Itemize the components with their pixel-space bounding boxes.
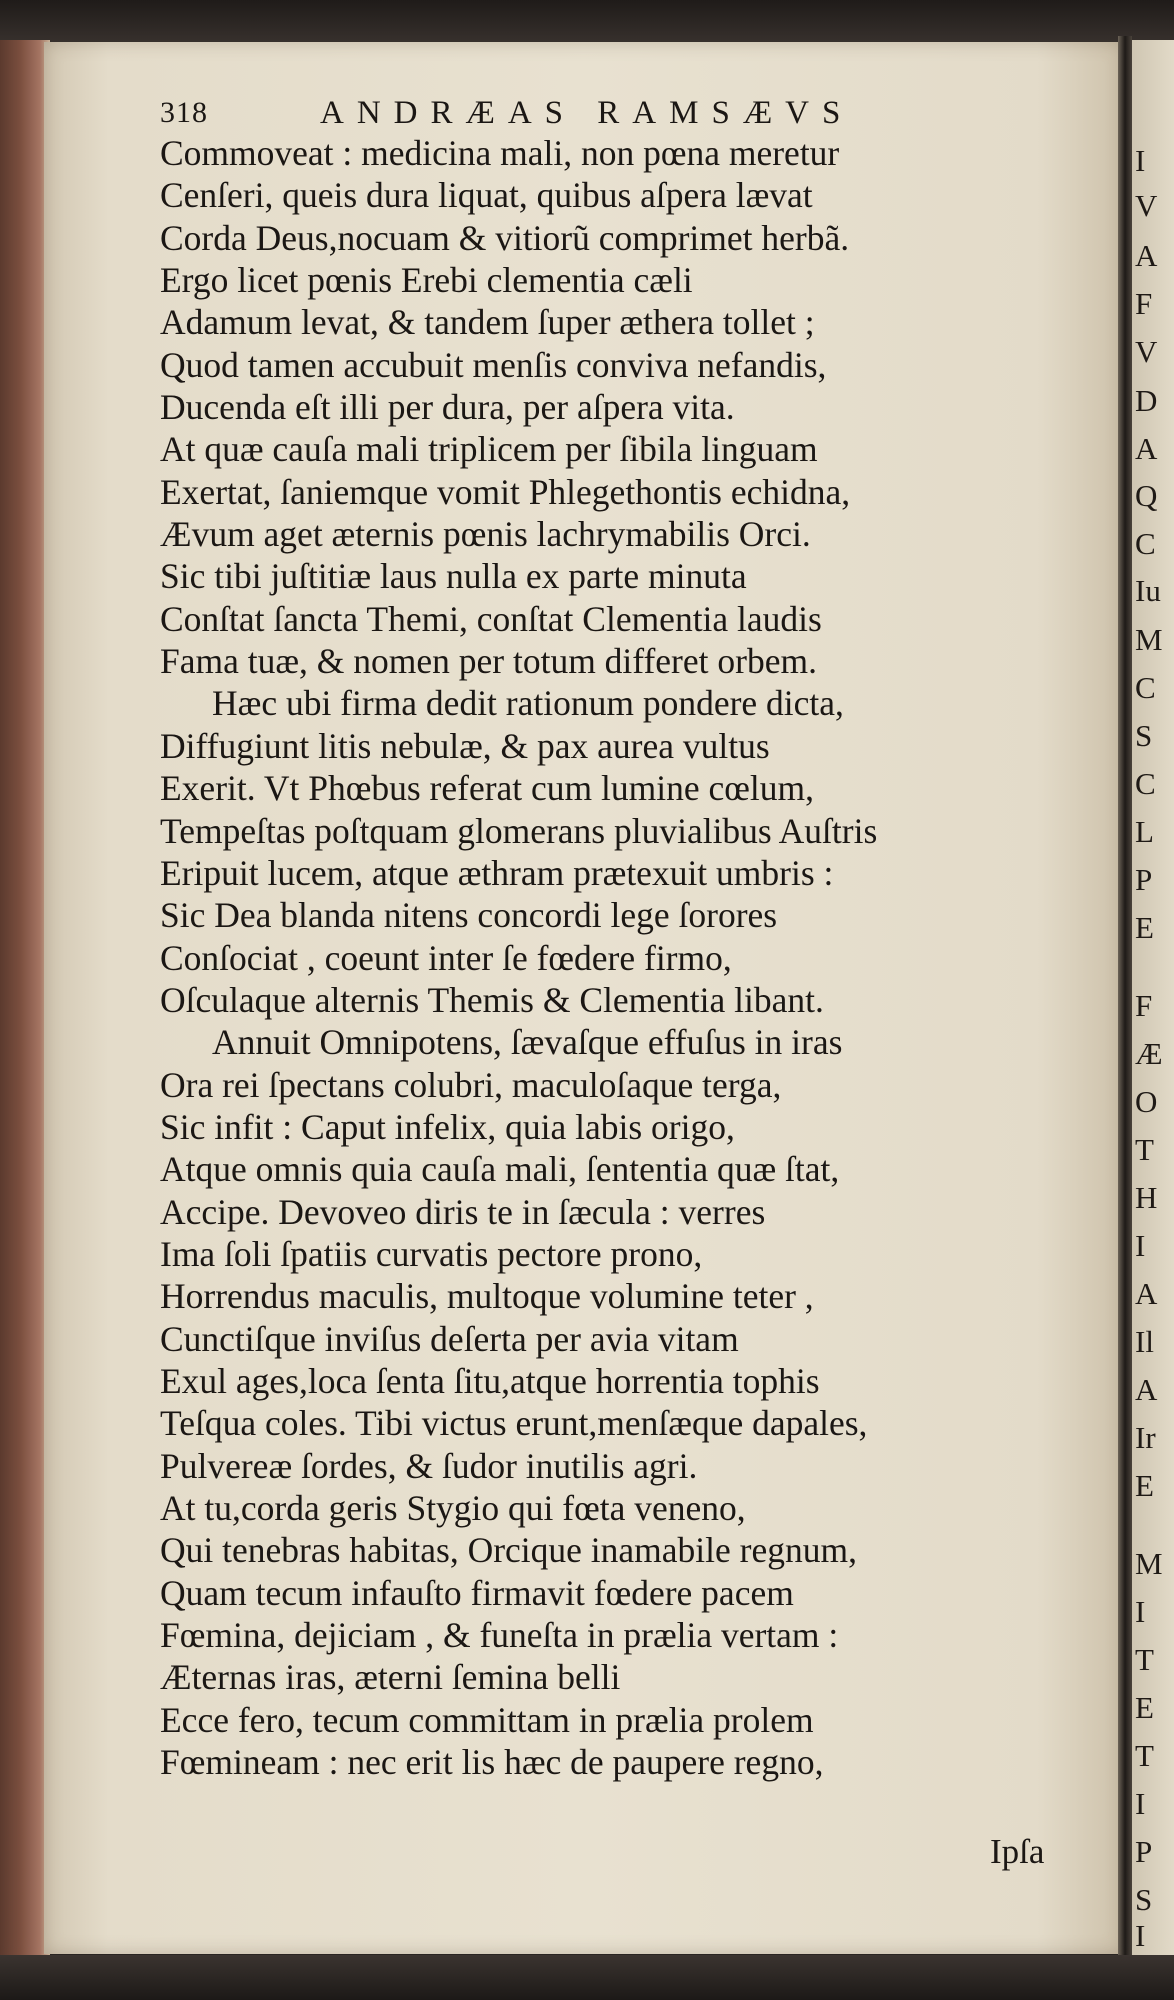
- verse-line: Cunctiſque inviſus deſerta per avia vitam: [160, 1318, 739, 1359]
- verse-line: Fœmina, dejiciam , & funeſta in prælia vertam :: [160, 1615, 839, 1656]
- facing-page-letter: S: [1135, 718, 1153, 753]
- facing-page-letter: A: [1135, 1372, 1158, 1407]
- scan-bottom-edge: [0, 1955, 1174, 2000]
- verse-line: Sic infit : Caput infelix, quia labis origo,: [160, 1106, 735, 1147]
- facing-page-letter: C: [1135, 526, 1156, 561]
- facing-page-letter: T: [1135, 1642, 1154, 1677]
- page-header: [160, 96, 940, 136]
- facing-page-letter: Æ: [1135, 1036, 1163, 1071]
- verse-line: Conſtat ſancta Themi, conſtat Clementia laudis: [160, 598, 822, 639]
- facing-page-letter: A: [1135, 238, 1158, 273]
- facing-page-letter: V: [1135, 334, 1158, 369]
- verse-line: Adamum levat, & tandem ſuper æthera tollet ;: [160, 302, 815, 343]
- book-spine: [0, 40, 50, 1965]
- verse-line: Ima ſoli ſpatiis curvatis pectore prono,: [160, 1233, 703, 1274]
- facing-page-letter: I: [1135, 1228, 1146, 1263]
- page-gutter: [1118, 36, 1132, 1956]
- facing-page-letter: E: [1135, 1690, 1154, 1725]
- facing-page-letter: H: [1135, 1180, 1158, 1215]
- verse-line: Ergo licet pœnis Erebi clementia cæli: [160, 260, 693, 301]
- facing-page-letter: A: [1135, 431, 1158, 466]
- facing-page-letter: I: [1135, 1786, 1146, 1821]
- verse-line: Quam tecum infauſto firmavit fœdere pacem: [160, 1572, 794, 1613]
- verse-line: Accipe. Devoveo diris te in ſæcula : verres: [160, 1191, 766, 1232]
- verse-line: Ævum aget æternis pœnis lachrymabilis Orci.: [160, 514, 811, 555]
- facing-page-letter: Q: [1135, 478, 1158, 513]
- verse-line: Æternas iras, æterni ſemina belli: [160, 1657, 621, 1698]
- facing-page-letter: I: [1135, 143, 1146, 178]
- verse-text: [160, 132, 1080, 1783]
- facing-page-letter: A: [1135, 1276, 1158, 1311]
- facing-page-letter: V: [1135, 188, 1158, 223]
- verse-line: Ora rei ſpectans colubri, maculoſaque terga,: [160, 1064, 782, 1105]
- verse-line: At quæ cauſa mali triplicem per ſibila linguam: [160, 429, 818, 470]
- verse-line: Ducenda eſt illi per dura, per aſpera vita.: [160, 387, 735, 428]
- verse-line: Sic tibi juſtitiæ laus nulla ex parte minuta: [160, 556, 747, 597]
- facing-page-letter: E: [1135, 910, 1154, 945]
- facing-page-letter: E: [1135, 1468, 1154, 1503]
- verse-line: Corda Deus,nocuam & vitiorũ comprimet herbã.: [160, 217, 850, 258]
- facing-page-letter: Ir: [1135, 1420, 1156, 1455]
- facing-page-letter: P: [1135, 862, 1153, 897]
- verse-line: Exertat, ſaniemque vomit Phlegethontis echidna,: [160, 471, 851, 512]
- verse-line: Qui tenebras habitas, Orcique inamabile regnum,: [160, 1530, 857, 1571]
- facing-page-letter: T: [1135, 1132, 1154, 1167]
- verse-line: Sic Dea blanda nitens concordi lege ſorores: [160, 895, 778, 936]
- facing-page-letter: F: [1135, 286, 1153, 321]
- verse-line: Cenſeri, queis dura liquat, quibus aſpera lævat: [160, 175, 813, 216]
- facing-page-letter: S: [1135, 1882, 1153, 1917]
- facing-page-letter: M: [1135, 622, 1163, 657]
- verse-line: Fœmineam : nec erit lis hæc de paupere regno,: [160, 1742, 824, 1783]
- verse-line: Atque omnis quia cauſa mali, ſententia quæ ſtat,: [160, 1149, 840, 1190]
- facing-page-letter: M: [1135, 1546, 1163, 1581]
- facing-page-letter: C: [1135, 766, 1156, 801]
- verse-line: Conſociat , coeunt inter ſe fœdere firmo,: [160, 937, 732, 978]
- verse-line: Exul ages,loca ſenta ſitu,atque horrentia tophis: [160, 1360, 820, 1401]
- verse-line: Tempeſtas poſtquam glomerans pluvialibus Auſtris: [160, 810, 878, 851]
- verse-line: Annuit Omnipotens, ſævaſque effuſus in iras: [212, 1022, 843, 1063]
- facing-page-letter: D: [1135, 383, 1158, 418]
- facing-page-letter: P: [1135, 1834, 1153, 1869]
- facing-page-letter: Iu: [1135, 573, 1161, 608]
- verse-line: Horrendus maculis, multoque volumine teter ,: [160, 1276, 814, 1317]
- verse-line: Fama tuæ, & nomen per totum differet orbem.: [160, 641, 817, 682]
- verse-line: Commoveat : medicina mali, non pœna meretur: [160, 133, 840, 173]
- verse-line: At tu,corda geris Stygio qui fœta veneno,: [160, 1488, 746, 1528]
- facing-page-letter: L: [1135, 814, 1154, 849]
- verse-line: Teſqua coles. Tibi victus erunt,menſæque dapales,: [160, 1403, 868, 1444]
- catchword: Ipſa: [990, 1832, 1045, 1871]
- facing-page-letter: Il: [1135, 1324, 1154, 1359]
- verse-line: Ecce fero, tecum committam in prælia prolem: [160, 1699, 814, 1740]
- running-head: ANDRÆAS RAMSÆVS: [320, 95, 854, 131]
- verse-line: Oſculaque alternis Themis & Clementia libant.: [160, 979, 824, 1020]
- verse-line: Exerit. Vt Phœbus referat cum lumine cœlum,: [160, 768, 814, 809]
- verse-line: Eripuit lucem, atque æthram prætexuit umbris :: [160, 852, 834, 893]
- page-number: 318: [160, 96, 208, 129]
- facing-page-letter: C: [1135, 670, 1156, 705]
- facing-page-letter: O: [1135, 1084, 1158, 1119]
- verse-line: Quod tamen accubuit menſis conviva nefandis,: [160, 344, 827, 385]
- facing-page-letter: I: [1135, 1918, 1146, 1953]
- facing-page-edge: [1132, 40, 1174, 1955]
- facing-page-letter: I: [1135, 1594, 1146, 1629]
- verse-line: Diffugiunt litis nebulæ, & pax aurea vultus: [160, 725, 770, 766]
- facing-page-letter: T: [1135, 1738, 1154, 1773]
- facing-page-letter: F: [1135, 988, 1153, 1023]
- verse-line: Pulvereæ ſordes, & ſudor inutilis agri.: [160, 1445, 698, 1486]
- verse-line: Hæc ubi firma dedit rationum pondere dicta,: [212, 683, 844, 724]
